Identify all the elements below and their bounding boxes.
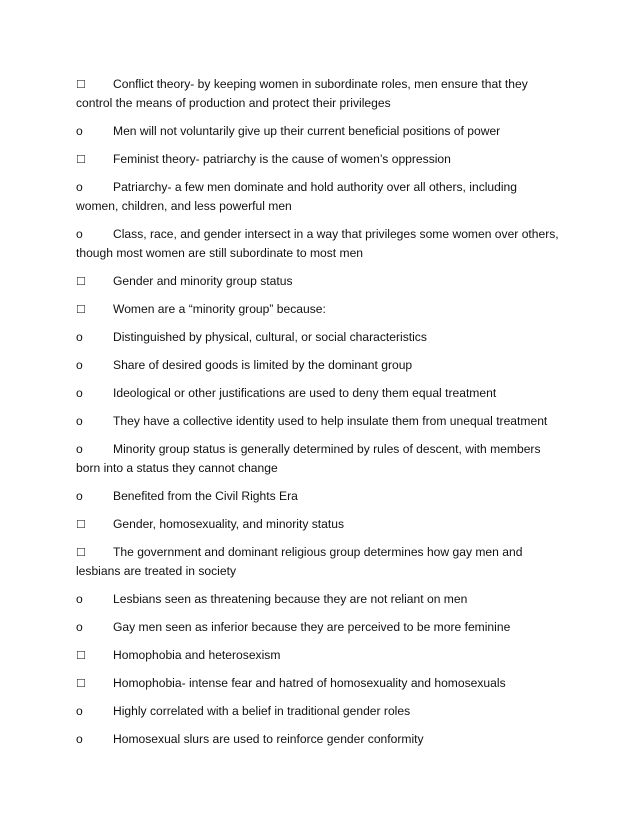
outline-item-text: Patriarchy- a few men dominate and hold authority over all others, including women, children, and less powerful men [76, 180, 518, 213]
outline-item [76, 150, 562, 169]
outline-item [76, 122, 562, 141]
outline-item-text: Benefited from the Civil Rights Era [113, 489, 298, 503]
outline-item-text: Homophobia and heterosexism [113, 648, 281, 662]
sub-bullet-marker: o [76, 442, 83, 456]
sub-bullet-marker: o [76, 489, 83, 503]
outline-item-text: Feminist theory- patriarchy is the cause of women’s oppression [113, 152, 451, 166]
missing-glyph-bullet-icon: ☐ [76, 518, 86, 531]
outline-item [76, 590, 562, 609]
outline-item [76, 730, 562, 749]
missing-glyph-bullet-icon: ☐ [76, 275, 86, 288]
outline-item-text: Homophobia- intense fear and hatred of homosexuality and homosexuals [113, 676, 506, 690]
outline-item [76, 178, 562, 216]
sub-bullet-marker: o [76, 386, 83, 400]
outline-item [76, 646, 562, 665]
outline-item-text: Minority group status is generally determined by rules of descent, with members born into a status they cannot change [76, 442, 541, 475]
outline-item-text: Gay men seen as inferior because they are perceived to be more feminine [113, 620, 511, 634]
outline-item-text: Gender and minority group status [113, 274, 293, 288]
missing-glyph-bullet-icon: ☐ [76, 649, 86, 662]
sub-bullet-marker: o [76, 358, 83, 372]
sub-bullet-marker: o [76, 330, 83, 344]
outline-item-text: Homosexual slurs are used to reinforce gender conformity [113, 732, 424, 746]
outline-item [76, 674, 562, 693]
outline-item-text: Gender, homosexuality, and minority status [113, 517, 345, 531]
outline-item-text: Ideological or other justifications are used to deny them equal treatment [113, 386, 497, 400]
sub-bullet-marker: o [76, 732, 83, 746]
missing-glyph-bullet-icon: ☐ [76, 153, 86, 166]
outline-item [76, 328, 562, 347]
outline-item [76, 412, 562, 431]
outline-item [76, 543, 562, 581]
outline-item [76, 702, 562, 721]
missing-glyph-bullet-icon: ☐ [76, 677, 86, 690]
sub-bullet-marker: o [76, 620, 83, 634]
outline-item [76, 75, 562, 113]
outline-item [76, 300, 562, 319]
outline-item [76, 618, 562, 637]
missing-glyph-bullet-icon: ☐ [76, 78, 86, 91]
sub-bullet-marker: o [76, 592, 83, 606]
outline-item-text: Distinguished by physical, cultural, or social characteristics [113, 330, 427, 344]
outline-item [76, 440, 562, 478]
outline-item [76, 384, 562, 403]
outline-item-text: Lesbians seen as threatening because they are not reliant on men [113, 592, 468, 606]
outline-item [76, 515, 562, 534]
sub-bullet-marker: o [76, 124, 83, 138]
outline-item-text: Women are a “minority group” because: [113, 302, 326, 316]
outline-item-text: Class, race, and gender intersect in a way that privileges some women over others, though most women are still subordinate to most men [76, 227, 559, 260]
outline-item-text: The government and dominant religious group determines how gay men and lesbians are treated in society [76, 545, 523, 578]
missing-glyph-bullet-icon: ☐ [76, 303, 86, 316]
outline-item [76, 356, 562, 375]
missing-glyph-bullet-icon: ☐ [76, 546, 86, 559]
outline-item-text: Conflict theory- by keeping women in subordinate roles, men ensure that they control the means of production and protect their privileges [76, 77, 528, 110]
sub-bullet-marker: o [76, 704, 83, 718]
sub-bullet-marker: o [76, 414, 83, 428]
outline-item [76, 272, 562, 291]
sub-bullet-marker: o [76, 227, 83, 241]
outline-item [76, 225, 562, 263]
sub-bullet-marker: o [76, 180, 83, 194]
outline-item [76, 487, 562, 506]
outline-item-text: Highly correlated with a belief in traditional gender roles [113, 704, 411, 718]
outline-item-text: They have a collective identity used to help insulate them from unequal treatment [113, 414, 548, 428]
outline-content [76, 75, 562, 758]
outline-item-text: Share of desired goods is limited by the dominant group [113, 358, 413, 372]
outline-item-text: Men will not voluntarily give up their current beneficial positions of power [113, 124, 501, 138]
